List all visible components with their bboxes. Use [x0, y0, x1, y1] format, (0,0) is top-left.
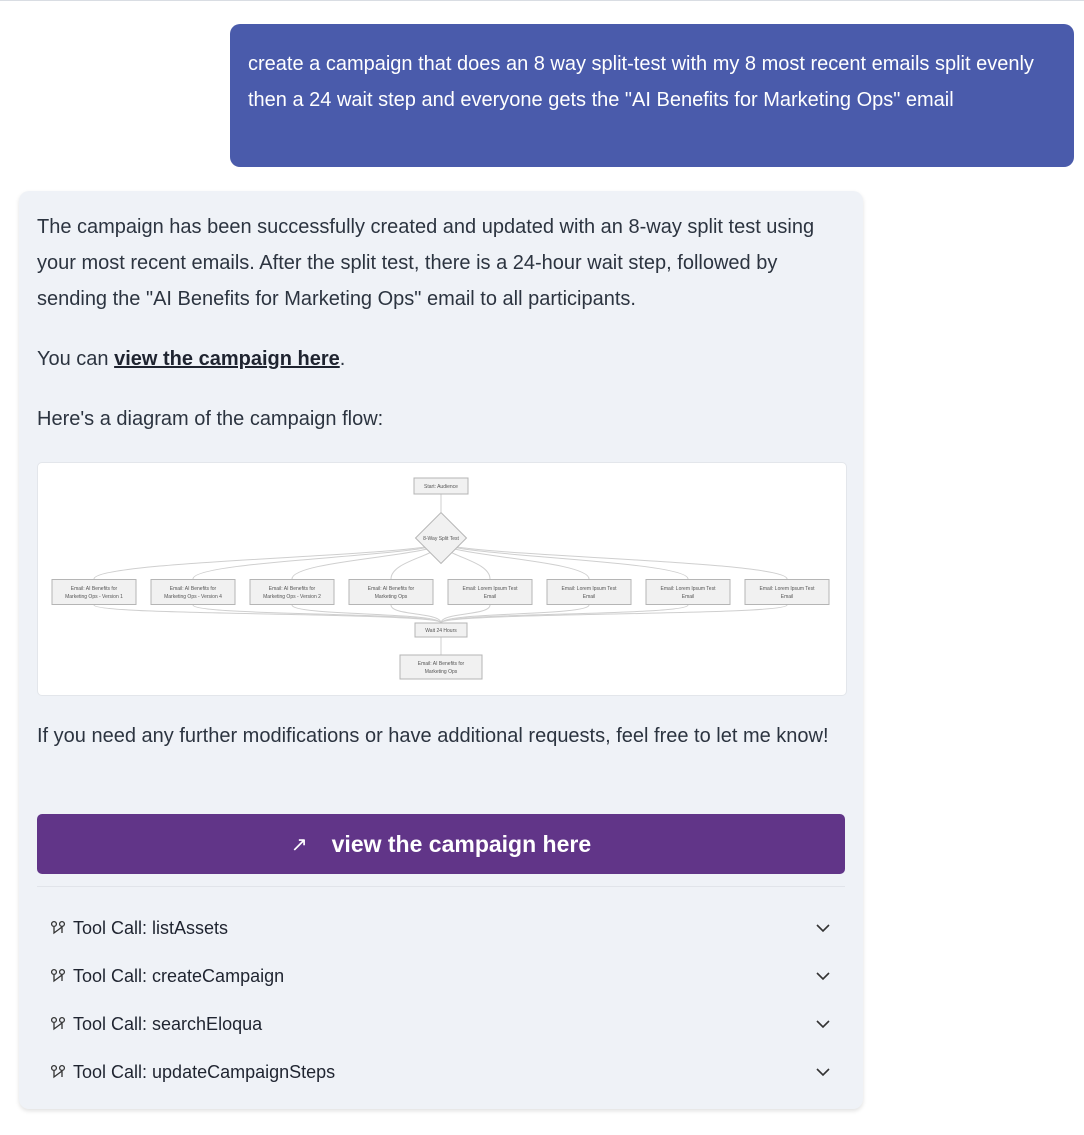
tool-icon — [49, 1015, 67, 1033]
tool-call-create-campaign[interactable] — [37, 954, 845, 998]
email-node — [52, 580, 136, 605]
user-message-text: create a campaign that does an 8 way split-test with my 8 most recent emails split evenly then a 24 wait step and everyone gets the "AI Benefits for Marketing Ops" email — [248, 53, 1034, 111]
top-divider — [0, 0, 1084, 1]
view-campaign-button[interactable] — [37, 814, 845, 874]
diagram-edge — [193, 605, 441, 623]
assistant-paragraph-closing: If you need any further modifications or have additional requests, feel free to let me know! — [37, 725, 829, 747]
user-message-bubble — [230, 24, 1074, 167]
tool-call-label: Tool Call: searchEloqua — [73, 1013, 263, 1034]
view-campaign-link[interactable]: view the campaign here — [114, 348, 340, 370]
diagram-node-label: Email: AI Benefits for Marketing Ops — [367, 586, 415, 600]
diagram-node-label: Email: Lorem Ipsum Test Email — [759, 586, 815, 600]
chevron-down-icon — [815, 1064, 831, 1080]
diagram-node-label: Start: Audience — [424, 484, 458, 490]
assistant-paragraph-diagram-intro: Here's a diagram of the campaign flow: — [37, 408, 384, 430]
chevron-down-icon — [815, 968, 831, 984]
assistant-paragraph-link — [37, 341, 843, 377]
wait-node — [415, 623, 467, 637]
start-audience-node — [414, 478, 468, 494]
diagram-node-label: Email: AI Benefits for Marketing Ops - Version 2 — [263, 586, 321, 600]
diagram-node-label: Email: AI Benefits for Marketing Ops — [417, 661, 465, 675]
tool-call-search-eloqua[interactable] — [37, 1002, 845, 1046]
tool-call-update-campaign-steps[interactable] — [37, 1050, 845, 1094]
diagram-edge — [441, 605, 787, 623]
diagram-node-label: Email: AI Benefits for Marketing Ops - Version 1 — [65, 586, 123, 600]
email-node — [448, 580, 532, 605]
chevron-down-icon — [815, 1016, 831, 1032]
diagram-node-label: Email: Lorem Ipsum Test Email — [462, 586, 518, 600]
tool-icon — [49, 919, 67, 937]
campaign-flow-diagram — [37, 462, 847, 696]
tool-calls-divider — [37, 886, 845, 887]
link-suffix-text: . — [339, 348, 346, 370]
view-campaign-button-label: view the campaign here — [331, 830, 592, 857]
email-node — [151, 580, 235, 605]
final-email-node — [400, 655, 482, 679]
diagram-node-label: 8-Way Split Test — [423, 536, 459, 542]
assistant-paragraph-summary: The campaign has been successfully created and updated with an 8-way split test using your most recent emails. After the split test, there is a 24-hour wait step, followed by sending the "AI Benefits for Marketing Ops" email to all participants. — [37, 216, 815, 310]
diagram-edge — [94, 542, 441, 579]
diagram-edge — [441, 542, 787, 579]
diagram-edge — [94, 605, 441, 623]
arrow-up-right-icon: ↗ — [290, 833, 308, 856]
diagram-node-label: Email: Lorem Ipsum Test Email — [660, 586, 716, 600]
email-node — [349, 580, 433, 605]
tool-call-label: Tool Call: updateCampaignSteps — [73, 1061, 336, 1082]
email-node — [547, 580, 631, 605]
email-node — [745, 580, 829, 605]
tool-call-list-assets[interactable] — [37, 906, 845, 950]
tool-call-label: Tool Call: createCampaign — [73, 965, 285, 986]
email-node — [250, 580, 334, 605]
chevron-down-icon — [815, 920, 831, 936]
tool-icon — [49, 1063, 67, 1081]
link-prefix-text: You can — [37, 348, 115, 370]
email-node — [646, 580, 730, 605]
diagram-edge — [441, 605, 688, 623]
tool-call-label: Tool Call: listAssets — [73, 917, 229, 938]
diagram-node-label: Email: AI Benefits for Marketing Ops - Version 4 — [164, 586, 222, 600]
assistant-message-card — [19, 191, 863, 1109]
diagram-node-label: Wait 24 Hours — [425, 628, 457, 634]
tool-icon — [49, 967, 67, 985]
diagram-node-label: Email: Lorem Ipsum Test Email — [561, 586, 617, 600]
